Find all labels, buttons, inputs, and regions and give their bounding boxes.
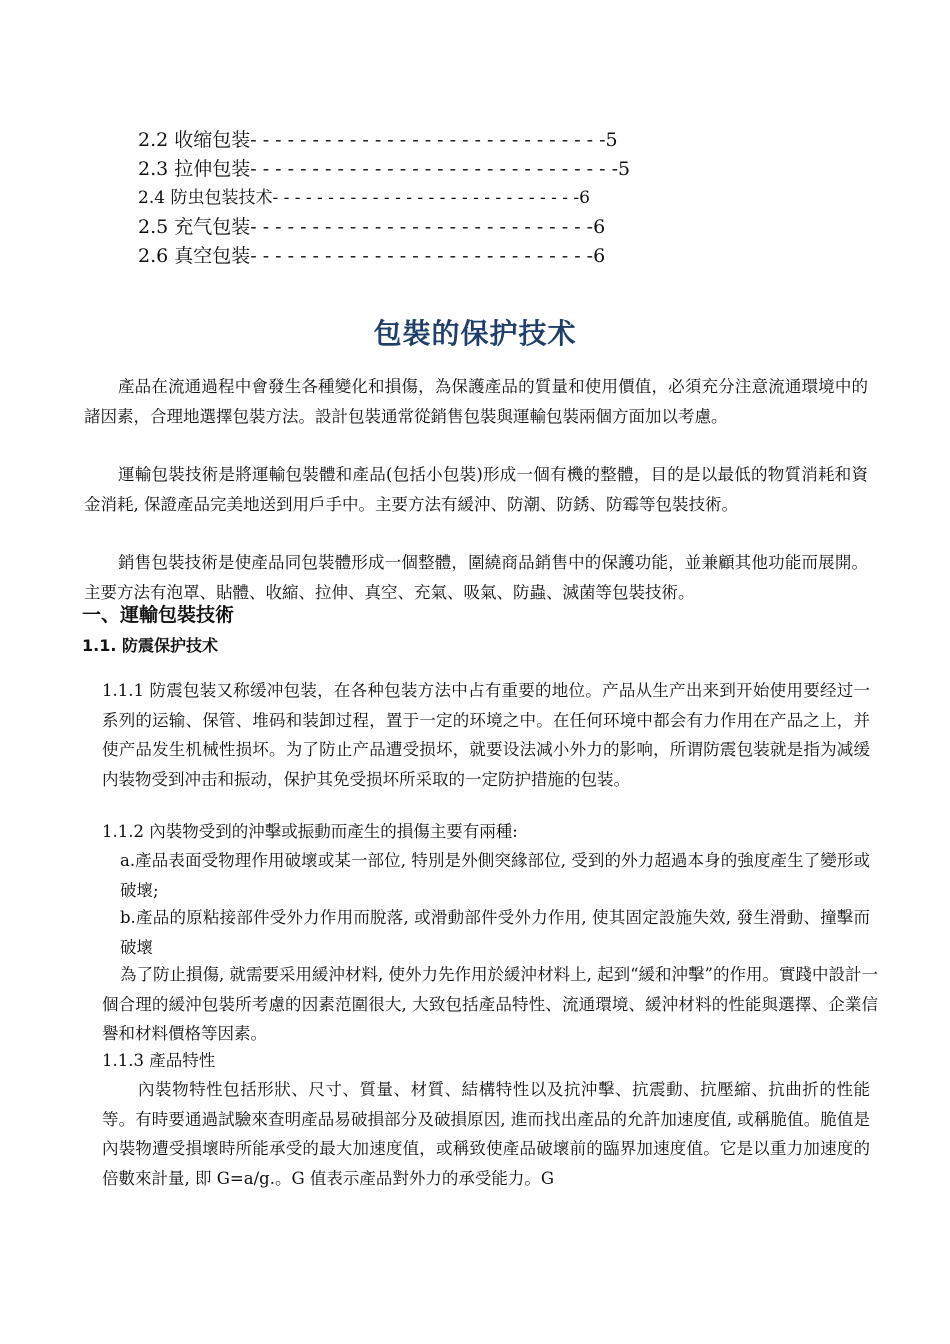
subsection-heading: 1.1. 防震保护技术 xyxy=(82,636,218,655)
toc-entry[interactable]: 2.5 充气包装- - - - - - - - - - - - - - - - - - - - - - - - - - - -6 xyxy=(138,216,606,238)
list-item-b: b.產品的原粘接部件受外力作用而脫落, 或滑動部件受外力作用, 使其固定設施失效, 發生滑動、撞擊而破壞 xyxy=(120,908,870,957)
toc-entry[interactable]: 2.2 收缩包装- - - - - - - - - - - - - - - - - - - - - - - - - - - - -5 xyxy=(138,129,618,151)
document-title: 包裝的保护技术 xyxy=(373,317,577,350)
intro-paragraph: 銷售包裝技術是使產品同包裝體形成一個整體，圍繞商品銷售中的保護功能，並兼顧其他功能而展開。主要方法有泡罩、貼體、收縮、拉伸、真空、充氣、吸氣、防蟲、滅菌等包裝技術。 xyxy=(84,553,868,602)
intro-paragraph: 運輸包裝技術是將運輸包裝體和產品(包括小包裝)形成一個有機的整體，目的是以最低的物質消耗和資金消耗, 保證產品完美地送到用戶手中。主要方法有緩沖、防潮、防銹、防霉等包裝技術。 xyxy=(84,465,868,514)
intro-paragraph: 產品在流通過程中會發生各種變化和損傷，為保護產品的質量和使用價值，必須充分注意流通環境中的諸因素，合理地選擇包裝方法。設計包裝通常從銷售包裝與運輸包裝兩個方面加以考慮。 xyxy=(84,377,868,426)
table-of-contents xyxy=(138,126,630,271)
section-heading: 一、運輸包裝技術 xyxy=(82,604,235,626)
body-paragraph: 為了防止損傷, 就需要采用緩沖材料, 使外力先作用於緩沖材料上, 起到“緩和沖擊”的作用。實踐中設計一個合理的緩沖包裝所考慮的因素范圍很大, 大致包括產品特性、流通環境、緩沖材料的性能與選擇、企業信譽和材料價格等因素。 xyxy=(102,965,878,1043)
body-paragraph: 1.1.1 防震包装又称缓冲包装，在各种包装方法中占有重要的地位。产品从生产出来到开始使用要经过一系列的运输、保管、堆码和装卸过程，置于一定的环境之中。在任何环境中都会有力作用在产品之上，并使产品发生机械性损坏。为了防止产品遭受损坏，就要设法减小外力的影响，所谓防震包装就是指为减缓内装物受到冲击和振动，保护其免受损坏所采取的一定防护措施的包装。 xyxy=(102,681,870,789)
toc-entry[interactable]: 2.3 拉伸包装- - - - - - - - - - - - - - - - - - - - - - - - - - - - - -5 xyxy=(138,158,631,180)
body-paragraph: 1.1.2 內裝物受到的沖擊或振動而產生的損傷主要有兩種: xyxy=(102,822,518,841)
subsection-label: 1.1.3 產品特性 xyxy=(102,1051,216,1070)
toc-entry[interactable]: 2.6 真空包装- - - - - - - - - - - - - - - - - - - - - - - - - - - -6 xyxy=(138,245,606,267)
list-item-a: a.產品表面受物理作用破壞或某一部位, 特別是外側突緣部位, 受到的外力超過本身的強度產生了變形或破壞; xyxy=(120,851,870,900)
toc-entry[interactable]: 2.4 防虫包装技术- - - - - - - - - - - - - - - - - - - - - - - - - - - -6 xyxy=(138,188,590,208)
body-paragraph: 內裝物特性包括形狀、尺寸、質量、材質、結構特性以及抗沖擊、抗震動、抗壓縮、抗曲折的性能等。有時要通過試驗來查明產品易破損部分及破損原因, 進而找出產品的允許加速度值, 或稱脆值。脆值是內裝物遭受損壞時所能承受的最大加速度值，或稱致使產品破壞前的臨界加速度值。它是以重力加速度的倍數來計量, 即 G=a/g.。G 值表示產品對外力的承受能力。G xyxy=(102,1080,870,1188)
